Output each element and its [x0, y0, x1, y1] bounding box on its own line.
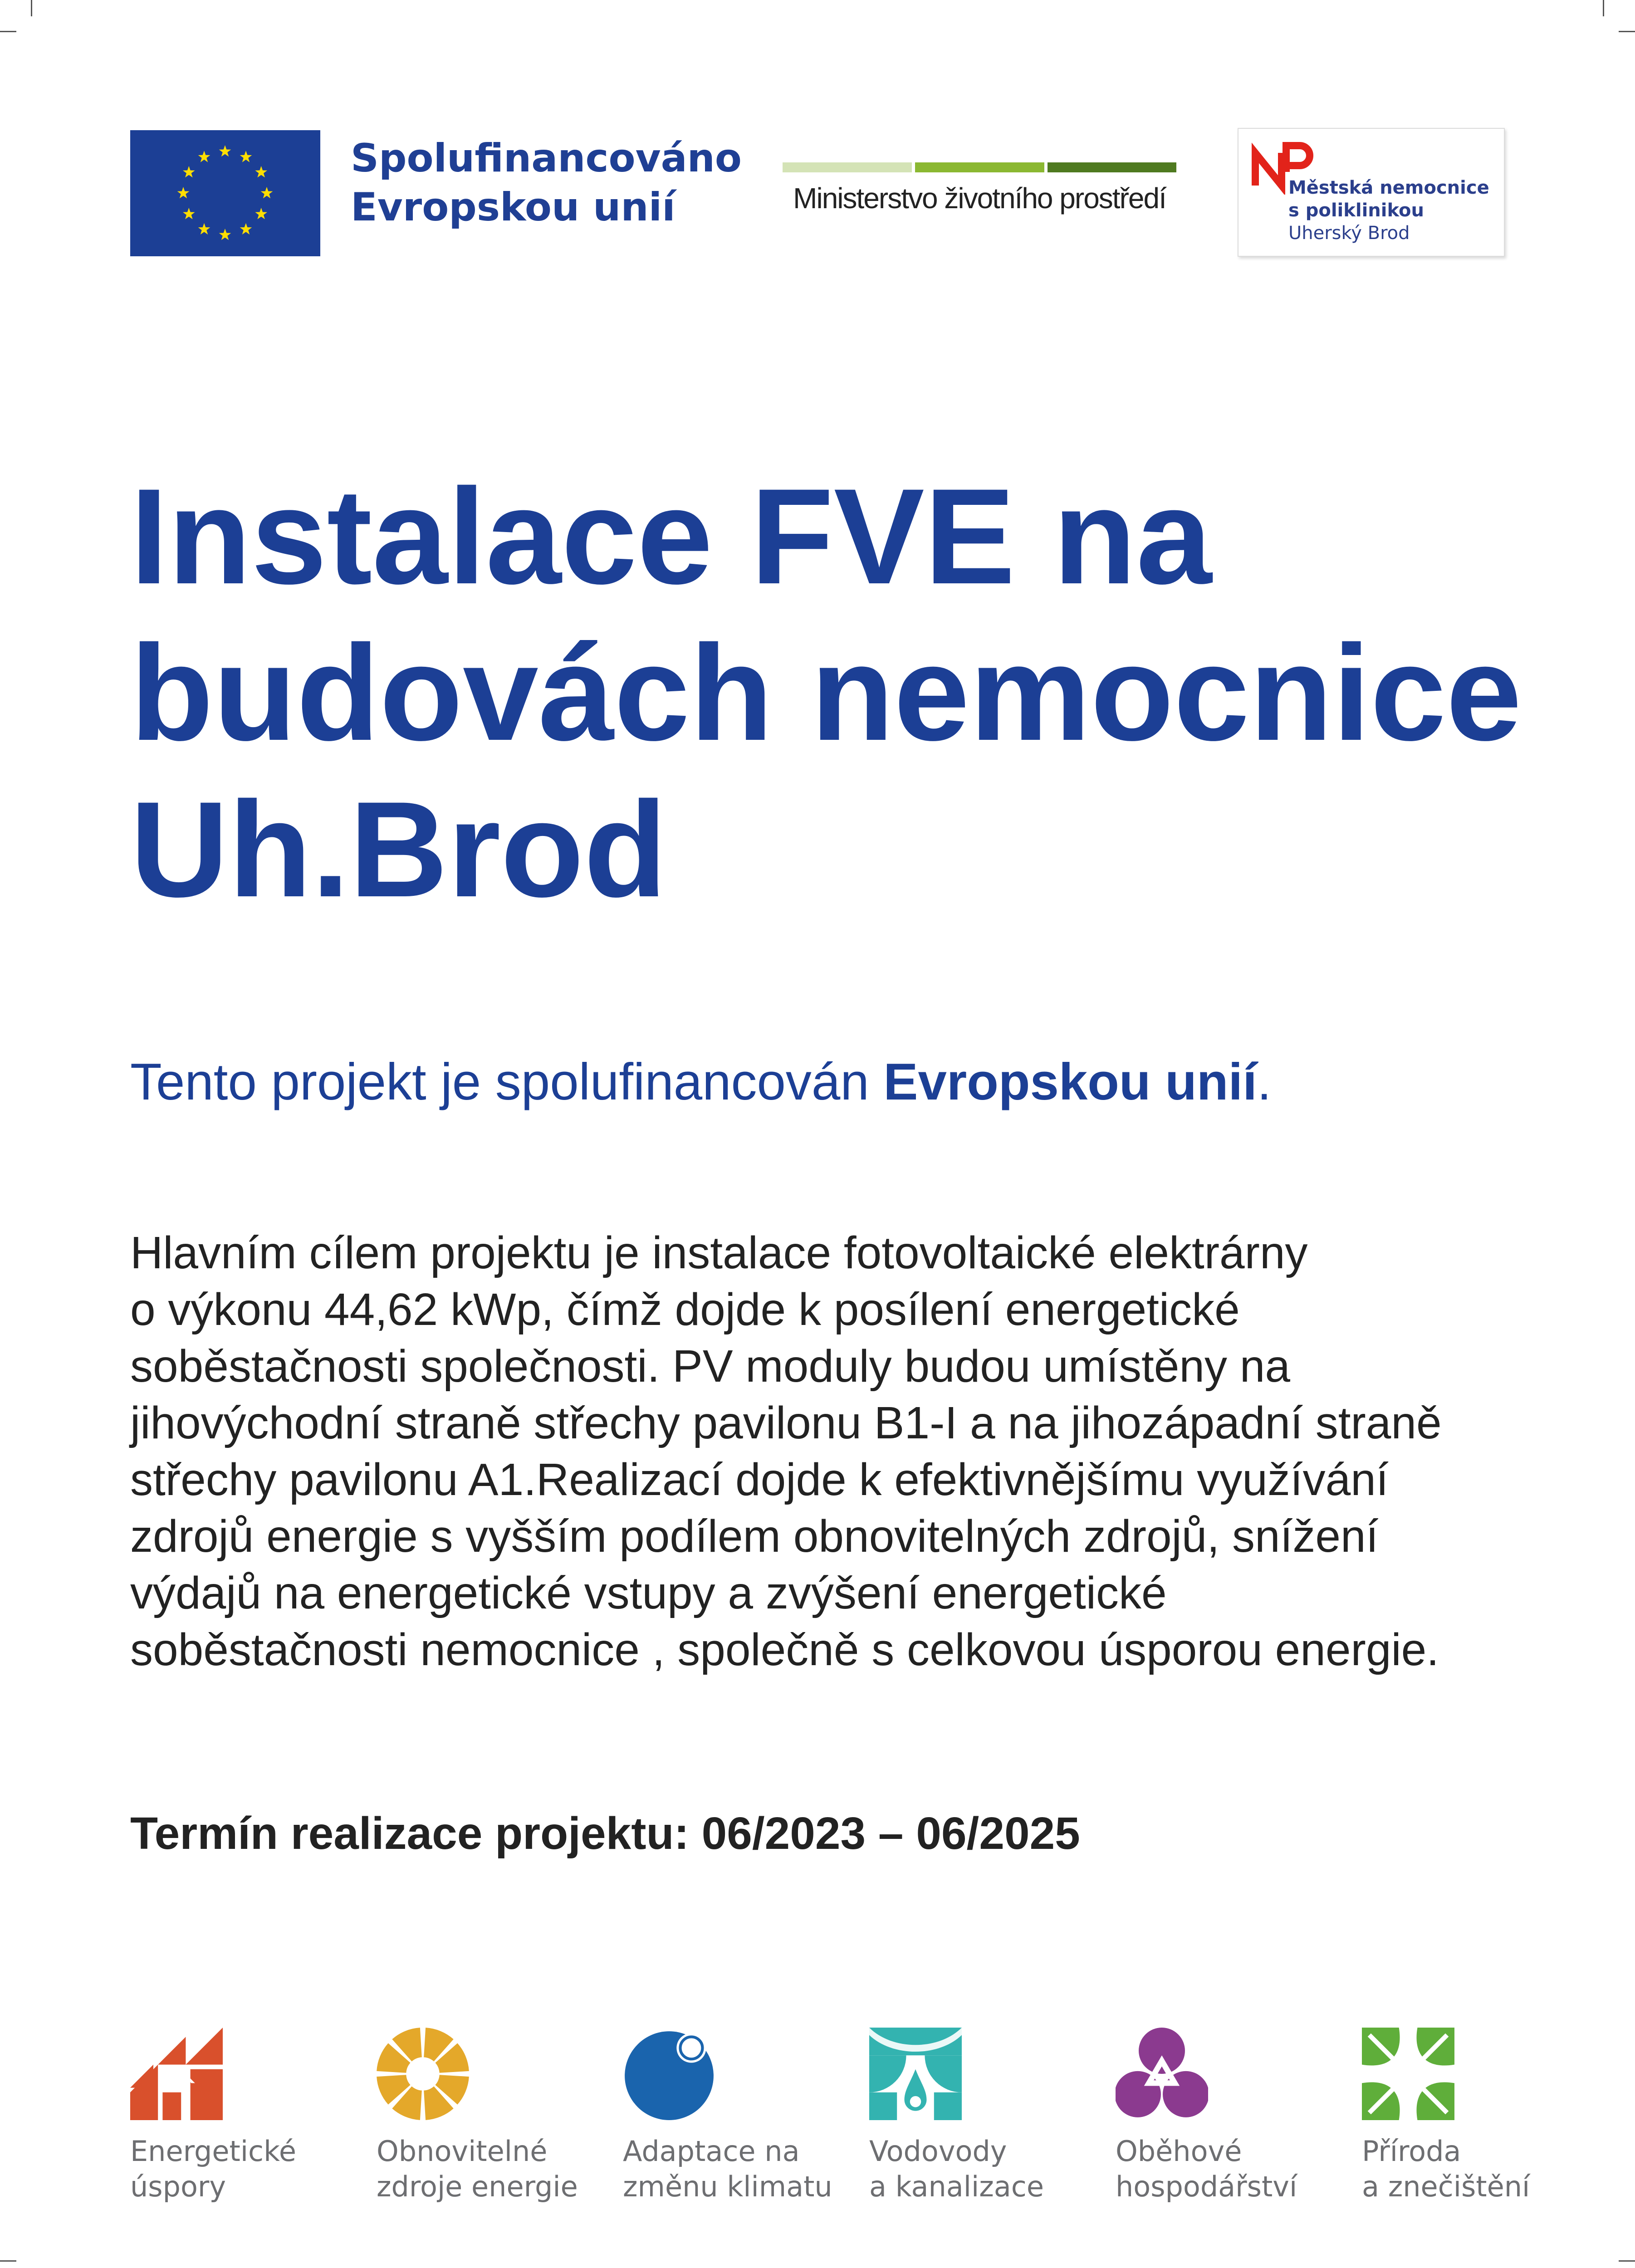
description-line: soběstačnosti nemocnice , společně s celkovou úsporou energie.: [130, 1624, 1439, 1675]
icon-circular-economy: [1116, 2028, 1361, 2204]
crop-mark: [31, 0, 32, 16]
project-term: Termín realizace projektu: 06/2023 – 06/2025: [130, 1808, 1080, 1859]
funding-statement-prefix: Tento projekt je spolufinancován: [130, 1053, 884, 1111]
hospital-name: [1288, 176, 1489, 244]
crop-mark: [0, 31, 16, 32]
eu-cofinanced-label: [351, 134, 741, 232]
eu-star-icon: [240, 151, 252, 162]
climate-adaptation-icon: [623, 2028, 715, 2120]
icon-label-line1: Oběhové: [1116, 2135, 1242, 2168]
description-line: soběstačnosti společnosti. PV moduly budou umístěny na: [130, 1341, 1291, 1392]
title-line3: Uh.Brod: [130, 773, 667, 925]
eu-flag-icon: [130, 130, 320, 256]
eu-label-line1: Spolufinancováno: [351, 136, 742, 181]
title-line2: budovách nemocnice: [130, 616, 1522, 769]
eu-star-icon: [219, 145, 231, 156]
icon-label-line1: Obnovitelné: [377, 2135, 548, 2168]
eu-star-icon: [255, 208, 267, 219]
icon-label-line1: Příroda: [1362, 2135, 1461, 2168]
eu-star-icon: [255, 166, 267, 177]
description-line: výdajů na energetické vstupy a zvýšení energetické: [130, 1568, 1167, 1618]
description-line: zdrojů energie s vyšším podílem obnovitelných zdrojů, snížení: [130, 1511, 1379, 1562]
eu-star-icon: [183, 166, 195, 177]
icon-label-line1: Adaptace na: [623, 2135, 800, 2168]
crop-mark: [0, 2260, 16, 2262]
description-line: střechy pavilonu A1.Realizací dojde k efektivnějšímu využívání: [130, 1454, 1389, 1505]
eu-star-icon: [261, 187, 273, 198]
description-line: Hlavním cílem projektu je instalace fotovoltaické elektrárny: [130, 1227, 1308, 1278]
ministry-name: Ministerstvo životního prostředí: [793, 182, 1166, 215]
eu-star-icon: [198, 151, 210, 162]
icon-energy-savings: [130, 2028, 375, 2204]
icon-label-line2: a kanalizace: [869, 2170, 1044, 2203]
renewable-energy-icon: [377, 2028, 469, 2120]
energy-savings-icon: [130, 2028, 223, 2120]
eu-star-icon: [219, 229, 231, 240]
circular-economy-icon: [1116, 2028, 1208, 2120]
icon-label-line2: hospodářství: [1116, 2170, 1297, 2203]
icon-label-line2: změnu klimatu: [623, 2170, 832, 2203]
hospital-name-line3: Uherský Brod: [1288, 223, 1410, 244]
icon-water-sewage: [869, 2028, 1114, 2204]
icon-nature-pollution: [1362, 2028, 1607, 2204]
project-description: [130, 1225, 1537, 1678]
eu-star-icon: [198, 223, 210, 235]
icon-label-line1: Vodovody: [869, 2135, 1007, 2168]
nature-pollution-icon: [1362, 2028, 1454, 2120]
ministry-bar-dark: [1048, 162, 1176, 172]
eu-star-icon: [240, 223, 252, 235]
icon-label-line2: a znečištění: [1362, 2170, 1530, 2203]
icon-climate-adaptation: [623, 2028, 868, 2204]
ministry-bar-mid: [915, 162, 1044, 172]
funding-statement: [130, 1052, 1272, 1112]
hospital-logo: [1238, 128, 1505, 257]
eu-star-icon: [177, 187, 190, 198]
crop-mark: [1619, 2260, 1635, 2262]
description-line: jihovýchodní straně střechy pavilonu B1-I a na jihozápadní straně: [130, 1398, 1442, 1448]
funding-statement-eu: Evropskou unií: [883, 1053, 1257, 1111]
icon-label-line2: úspory: [130, 2170, 226, 2203]
description-line: o výkonu 44,62 kWp, čímž dojde k posílení energetické: [130, 1284, 1240, 1335]
crop-mark: [1603, 0, 1604, 16]
icon-renewable-energy: [377, 2028, 622, 2204]
page-title: [130, 458, 1537, 928]
ministry-bar-light: [783, 162, 912, 172]
water-sewage-icon: [869, 2028, 962, 2120]
title-line1: Instalace FVE na: [130, 460, 1212, 612]
eu-label-line2: Evropskou unií: [351, 185, 676, 230]
crop-mark: [1619, 31, 1635, 32]
icon-label-line2: zdroje energie: [377, 2170, 578, 2203]
hospital-name-line1: Městská nemocnice: [1288, 177, 1489, 198]
hospital-name-line2: s poliklinikou: [1288, 200, 1424, 221]
icon-label-line1: Energetické: [130, 2135, 296, 2168]
funding-statement-suffix: .: [1257, 1053, 1272, 1111]
ministry-logo-bars: [783, 162, 1176, 172]
eu-star-icon: [183, 208, 195, 219]
